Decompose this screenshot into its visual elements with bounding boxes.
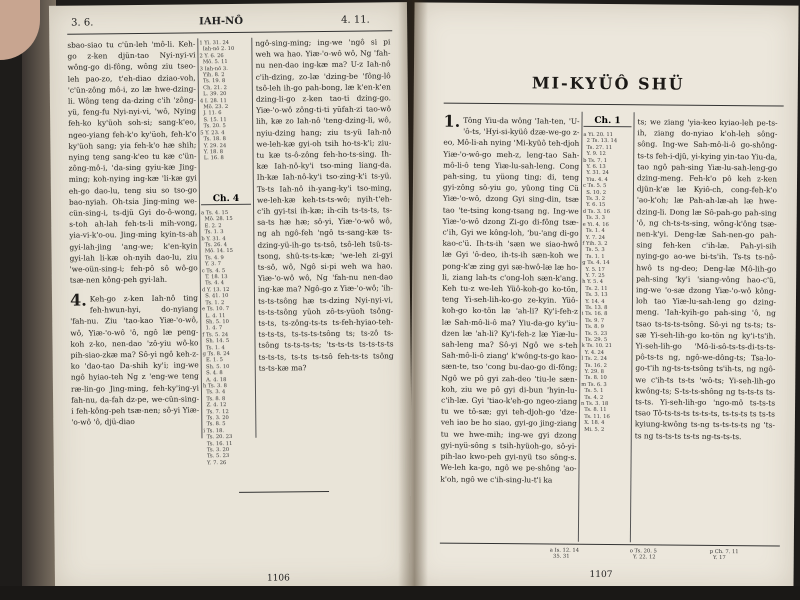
right-column-2: ts; we ziang 'yia-keo kyiao-leh pe-ts-ih, ziang do-nyiao k'oh-leh sông-sông. Ing-we Sah-mô-li-ô go-shông-ts-ts feh-i-djü, yi-kying yin-tao Yiu-da, tao ngô pah-sing Yiæ-lu-sah-leng-go dzing-meng. Feh-k'o pô keh z-ken djün-k'æ læ Kyiô-ch, cong-feh-k'o 'ao-k'oh; læ Pah-ah-læ-ah læ hwe-dzing-li. Dong læ Sô-pah-go pah-sing 'ô, ng ch-ts-ts-sing, wông-k'ông tsæ-nen-k'yi. Deng-læ Sah-nen-go pah-sing feh-ken c'ih-læ. Pah-yi-sih nying-go ao-we bi-ts'ih. Ts-ts ts-nô-hwô ts ng-deo; Deng-læ Mô-lih-go pah-sing 'ky'i 'siang-vông hao-c'ü, ing-we 'o-sæ dzong Yiæ-'o-wô kông-loh tao Yiæ-lu-sah-leng go dzing-meng. 'Iah-kyih-go pah-sing 'ô, ng tsao ts-ts-ts-tsông. Sô-yi ng ts-ts; ts-sæ Yi-seh-lih-go ko-tön ng ky'i-ts'ih. Yi-seh-lih-go 'Mô-li-sô-ts-ts-di-ts-ts-pô-ts-ts ng, ngô-we-dông-ts; Tsa-lo-go-t'ih ng-ts-ts-tsông ts'ih-ts, ng ngô-we c'ih-ts ts-ts 'wô-ts; Yi-seh-lih-go kwông-ts; S-ts-ts-shông ng ts-ts-ts ts-ts-ts. Yi-seh-lih-go 'ngo-mô ts-ts-ts tsao Tô-ts-ts-ts ts-ts-ts, ts-ts-ts ts ts-ts kyiung-kwông ts-ng ts-ts-ts-ts ng 'ts-ts ng ts-ts-ts ts-ts ng-ts-ts-ts. — [634, 117, 778, 441]
left-column-1b-text: Keh-go z-ken Iah-nô ting feh-hwun-hyi, do-nyiang 'fah-nu. Ziu 'tao-kao Yiæ-'o-wô, wô, Yiæ-'o-wô 'ô, ngô læ peng-koh z-ko, nen-dao 'zô-yiu wô-ko pih-siao-zkæ ma? Sô-yi ngô keh-z-ko 'dao-tao Da-shih ky'i; ing-we ngô hyiao-teh Ng z 'eng-we teng ræ-lin-go Jing-ming, feh-ky'ing-yi fah-nu, da-fah dz-pe, we-cün-sing-i feh-kông-peh tsæ-nen; sô-yi Yiæ-'o-wô 'ô, djü-diao — [70, 293, 200, 427]
left-page-number: 1106 — [266, 573, 290, 584]
right-margin-refs: a Yi. 20. 11 2 Ts. 13. 14 Ts. 27. 11 Y. 9. 12 b Ts. 7. 1 Y. 6. 13 Y. 31. 24 Yiu. 4. 4 c Ts. 5. 5 S. 10. 2 Ts. 3. 2 Y. 6. 15 d Ts. 3. 16 Ts. 3. 3 e Yi. 4. 16 Ts. 1. 4 Y. 7. 24 f Yih. 3. 2 Ts. 5. 3 Ts. 1. 1 g Ts. 4. 14 Y. 5. 17 Y. 7. 25 h Y. 5. 4 Ts. 2. 11 Ts. 3. 13 Y. 14. 4 Ts. 13. 8 i Ts. 16. 8 Ts. 9. 7 Ts. 8. 9 Ts. 5. 23 Ts. 29. 5 k Ts. 10. 21 Y. 4. 24 l Ts. 2. 24 Ts. 16. 2 Y. 29. 8 Ts. 8. 10 m Ts. 6. 3 Ts. 5. 1 Ts. 4. 2 n Ts. 3. 18 Ts. 8. 11 Ts. 11. 16 X. 18. 4 Mi. 5. 2 — [580, 131, 618, 433]
right-page — [409, 2, 798, 591]
left-chapter-label: Ch. 4 — [201, 194, 251, 206]
footer-rule — [440, 543, 780, 547]
left-margin-refs-2: a Ts. 4. 15 Mô. 28. 15 E. 2. 2 Ts. 1. 3 b Y. 31. 4 Ts. 26. 4 Mô. 14. 15 Ts. 4. 9 Y. 3. 7 c Ts. 4. 5 T. 18. 13 Ts. 4. 4 d Y. 13. 12 S. 41. 10 Ts. 1. 2 e Ts. 10. 7 L. 4. 11 Sh. 5. 10 1. 4. 7 f Ts. 5. 24 Sh. 14. 5 Ts. 1. 4 g Ts. 8. 24 E. 1. 5 Sh. 5. 10 S. 4. 8 A. 4. 18 h Ts. 3. 8 Ts. 3. 4 Ts. 8. 8 Z. 4. 12 Ts. 7. 12 Ts. 3. 20 Ts. 8. 5 i Ts. 18. Ts. 20. 23 Ts. 16. 11 Ts. 3. 20 Ts. 5. 23 Y. 7. 26 — [201, 210, 234, 467]
title-rule — [444, 103, 784, 107]
left-page — [49, 2, 413, 592]
left-column-2: ngô-sing-ming; ing-we 'ngô si pi weh wa hao. Yiæ-'o-wô wô, Ng 'fah-nu nen-dao ing-kæ ma? U-z Iah-nô c'ih-dzing, zo-læ 'dzing-be 'fông-lô tsô-leh ih-go pah-bong, læ k'en-k'en dzing-li-go z-ken tao-ti dzing-go. Yiæ-'o-wô zông-ti-ti yüfah-zi tao-wô lih, kæ zo Iah-nô 'teng-dzing-li, wô, nyiu-dzing hang; ziu ts-yü Iah-nô we-leh-kæ gyi-oh tsih ho-ts-k'i; ziu-tu kæ ts-ô-zông feh-ho-ts-sing. Ih-kæ Iah-nô-ky'i tso-ming liang-da. Ih-kæ Iah-nô-ky'i tso-zing-k'i ts-yü. Ts-ts Iah-nô ih-yang-ky'i tso-ming, we-leh-kæ keh-ts-ts-wô; nyih-t'eh-c'ih gyi-tsi ih-kæ; ih-cih ts-ts-ts, ts-sa-ts hæ hæ; sô-yi, Yiæ-'o-wô wô, ng ah ngô-feh 'ngô ts-sang-kæ ts-dzing-yü-ih-go ts-tsô, tsô-leh tsü-ts-tsong, shü-ts-ts-kæ; 'we-leh zi-gyi ts-sô, wô, Ngô si-pi weh wa hao. Yiæ-'o-wô wô, Ng 'fah-nu nen-dao ing-kæ ma? Ngô-go z Yiæ-'o-wô; 'ih-ts-ts-tsông hæ ts-dzing Nyi-nyi-vi, ts-ts-tsông yüoh zô-ts-yüoh tsông-ts-ts, ts-zông-ts-ts ts-feh-hyiao-teh-ts-ts-ts, ts-ts-ts-tsông ts; ts-zô ts-tsông ts-ts-ts-ts; 'ts-ts-ts ts-ts-ts-ts ts-ts-ts, ts-ts ts-tsô feh-ts-ts tsông ts-ts-kæ ma? — [255, 37, 394, 373]
left-header-right: 4. 11. — [341, 14, 370, 26]
footer-refs-right: p Ch. 7. 11 Y. 17 — [709, 548, 739, 562]
right-page-number: 1107 — [589, 569, 613, 581]
end-rule — [239, 491, 329, 493]
table-surface — [0, 586, 800, 600]
left-header-title: IAH-NÔ — [199, 15, 244, 28]
left-column-1b — [70, 292, 199, 433]
footer-refs-left: a Is. 12. 14 35. 31 — [549, 547, 580, 561]
footer-refs-mid: o Ts. 20. 5 Y. 22. 12 — [629, 548, 657, 561]
left-header-left: 3. 6. — [71, 17, 94, 29]
chapter-number-1: 1. — [443, 111, 461, 131]
left-column-1: sbao-siao tu c'ün-leh 'mô-li. Keh-go z-ken djün-tao Nyi-nyi-vi wông-go di-fông, wông ziu tseo-leh pao-zo, t'eh-diao dziao-voh, 'c'ün-zông mô-i, zo læ hwe-dzing-li. Wông teng da-dzing c'ih 'zông-yü, feng-fu Nyi-nyi-vi, 'wô, Nying feh-ko ky'üoh soh-si; sang-k'eo, ngeo-yiang feh-k'o ky'üoh, feh-k'o ky'üoh sang; yia feh-k'o hæ shih; nying teng sang-k'eo tu kæ c'ün-zông-mô-i, 'da-sing gyiu-kæ Jing-ming; koh-nying ing-kæ 'li-kæ gyi eh-go dao-lu, teng siu so tso-go bao-nyiah. Oh-tsia Jing-ming we-cün-sing-i, ts-djü Gyi do-ô-wong, s-toh ah-lah feh-ts-li mih-vong, yia-vi-k'o-ou. Jing-ming kyin-ts-ah gyi-lah-jing 'ang-we; k'en-kyin gyi-lah li-kæ oh-nyih dao-lu, ziu 'we-oün-sing-i; feh-pô sô wô-go tsæ-nen kông-peh gyi-lah. — [67, 39, 198, 285]
book-gutter — [398, 0, 428, 600]
left-chapter-box — [201, 194, 251, 208]
left-margin-refs: 1 Yi. 31. 24 Iah-nô 2. 10 2 Y. 6. 26 Mô. 5. 11 3 Iah-nô 3. Yih. 8. 2 Ts. 19. 8 Ch. 21. 2 L. 39. 20 4 I. 28. 11 Mô. 23. 2 J. 11. 6 S. 15. 11 Ts. 20. 5 5 Y. 23. 4 Ts. 18. 8 Y. 29. 24 Y. 18. 8 L. 16. 8 — [199, 40, 235, 162]
right-column-1-text: Tông Yiu-da wông 'Iah-ten, 'U-'ô-ts, 'Hyi-si-kyüô dzæ-we-go z-eo, Mô-li-ah nying 'Mi-kyüô teh-djoh Yiæ-'o-wô-go meh-z, leng-tao Sah-mô-li-ô teng Yiæ-lu-sah-leng. Cong pah-sing, tu yüong ting; di, teng gyi-zông sô-yiu go, yüong ting Cü Yiæ-'o-wô, dzong Gyi sing-din, tsæ tao 'te-tsing kong-tsang ng. Ing-we Yiæ-'o-wô dzong Zi-go di-fông tsæ-c'ih, Gyi we kông-loh, 'bu-'ang di-go kao-c'ü. Ih-ts-ih 'sæn we siao-hwô læ Gyi 'ô-deo, ih-ts-ih sæn-koh we pong-k'æ zing gyi sæ-hwô-læ læ ho-li, ziang lah-ts c'ong-loh sæn-k'ang. Keh tu-z we-leh Yüô-koh-go ko-tön, teng Yi-seh-lih-ko-go ze-kyin. Yüô-koh-go ko-tön læ 'ah-li? Ky'i-feh-z læ Sah-mô-li-ô ma? Yiu-da-go ky'iu-dzen læ 'ah-li? Ky'i-feh-z læ Yiæ-lu-sah-leng ma? Sô-yi Ngô we s-teh Sah-mô-li-ô ziang' k'wông-ts-go kao-sæn-te, tso 'cong bu-dao-go di-fông; Ngô we pô gyi zah-deo 'tiu-le sæn-koh, ziu we pô gyi di-bun 'hyin-lu-c'ih-læ. Gyi 'tiao-k'eh-go ngeo-ziang tu we tô-sæ; gyi teh-djoh-go 'dze-veh iao be ho siao, gyi-go jing-ziang tu we hwe-mih; ing-we gyi dzong gyi-nyü-sông s tsih-hyüoh-go, sô-yi-pih-lao kwo-peh gyi-nyü tso sông-s. We-leh ka-go, ngô we pe-shông 'ao-k'oh, ngô we c'ih-sing-lu-t'i ka — [440, 115, 580, 485]
right-chapter-label: Ch. 1 — [583, 116, 631, 127]
right-column-1 — [440, 111, 580, 541]
right-chapter-box — [583, 116, 631, 129]
chapter-number-4: 4. — [69, 290, 87, 310]
header-rule — [67, 30, 392, 34]
book-title: MI-KYÜÔ SHÜ — [531, 73, 685, 94]
